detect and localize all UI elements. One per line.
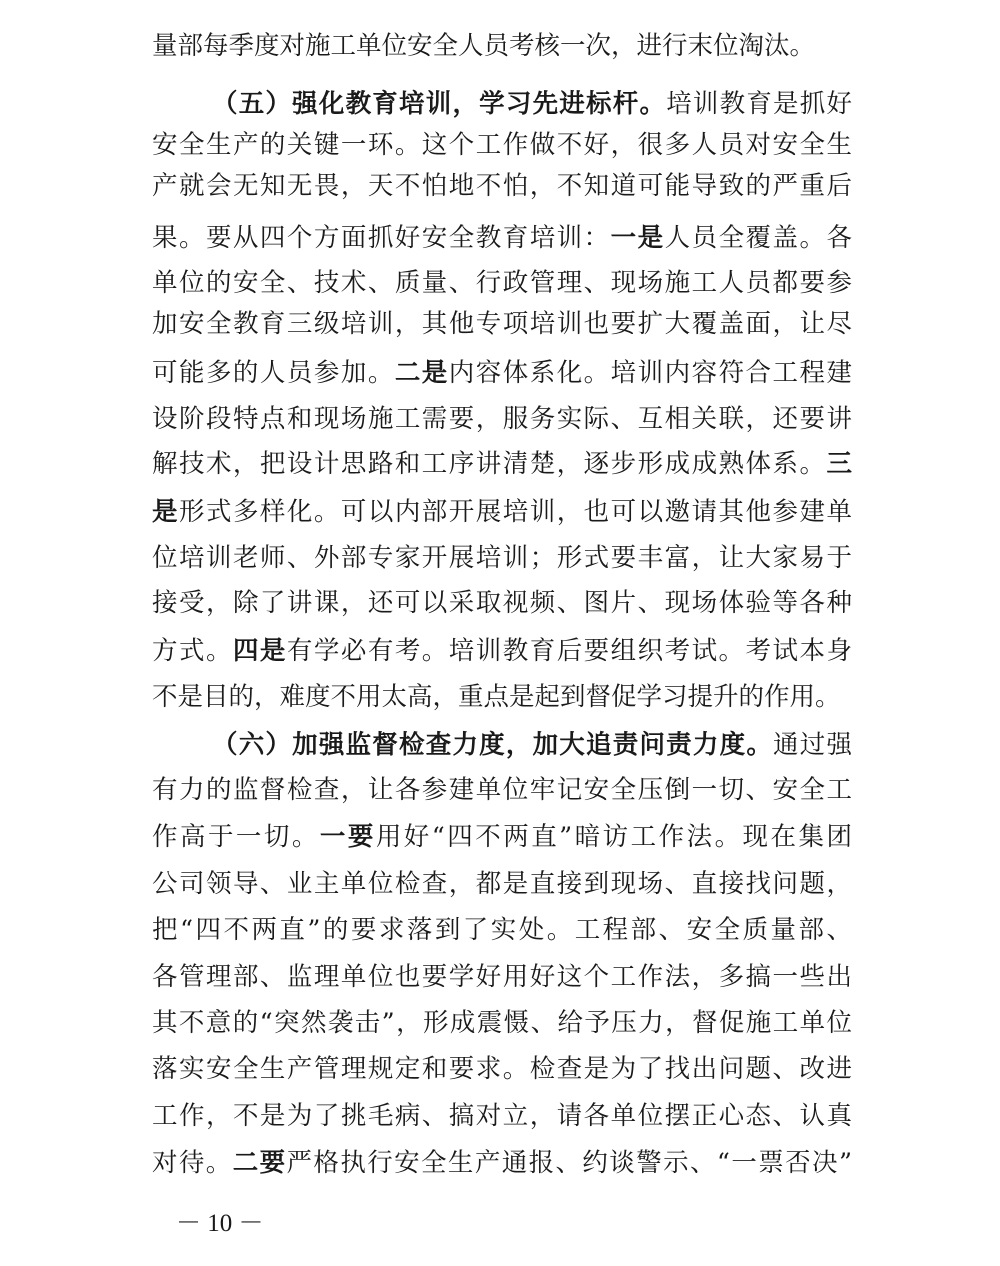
text-line xyxy=(152,633,852,669)
text-line: 单位的安全、技术、质量、行政管理、现场施工人员都要参 xyxy=(152,268,852,298)
text-line: 位培训老师、外部专家开展培训；形式要丰富，让大家易于 xyxy=(152,543,852,573)
text-line: 落实安全生产管理规定和要求。检查是为了找出问题、改进 xyxy=(152,1054,852,1084)
text-line xyxy=(152,819,852,855)
text-line: 设阶段特点和现场施工需要，服务实际、互相关联，还要讲 xyxy=(152,404,852,434)
text-line: 加安全教育三级培训，其他专项培训也要扩大覆盖面，让尽 xyxy=(152,309,852,339)
text-span: 果。要从四个方面抓好安全教育培训： xyxy=(152,223,611,253)
text-span: 通过强 xyxy=(773,730,852,760)
text-span: 用好“四不两直”暗访工作法。现在集团 xyxy=(375,822,852,852)
section-heading: （五）强化教育培训，学习先进标杆。 xyxy=(212,89,667,119)
keyword-bold: 四是 xyxy=(232,636,287,666)
text-span: 培训教育是抓好 xyxy=(666,89,852,119)
keyword-bold: 三 xyxy=(826,449,852,479)
text-line: 接受，除了讲课，还可以采取视频、图片、现场体验等各种 xyxy=(152,588,852,618)
keyword-bold: 二是 xyxy=(394,358,449,388)
text-span: 作高于一切。 xyxy=(152,822,320,852)
text-span: 严格执行安全生产通报、约谈警示、“一票否决” xyxy=(286,1148,852,1178)
text-span: 形式多样化。可以内部开展培训，也可以邀请其他参建单 xyxy=(178,497,852,527)
page-number: － 10 － xyxy=(176,1210,264,1237)
keyword-bold: 一是 xyxy=(610,223,665,253)
section-6-heading-line xyxy=(212,727,852,763)
keyword-bold: 是 xyxy=(152,497,179,527)
section-heading: （六）加强监督检查力度，加大追责问责力度。 xyxy=(212,730,774,760)
text-span: 内容体系化。培训内容符合工程建 xyxy=(448,358,852,388)
text-line: 把“四不两直”的要求落到了实处。工程部、安全质量部、 xyxy=(152,915,852,945)
text-span: 可能多的人员参加。 xyxy=(152,358,395,388)
text-span: 方式。 xyxy=(152,636,233,666)
section-5-heading-line xyxy=(212,86,852,122)
text-span: 人员全覆盖。各 xyxy=(664,223,852,253)
text-line: 不是目的，难度不用太高，重点是起到督促学习提升的作用。 xyxy=(152,682,841,712)
keyword-bold: 二要 xyxy=(232,1148,287,1178)
text-line xyxy=(152,1145,852,1181)
text-line xyxy=(152,355,852,391)
text-line: 产就会无知无畏，天不怕地不怕，不知道可能导致的严重后 xyxy=(152,171,852,201)
text-line: 安全生产的关键一环。这个工作做不好，很多人员对安全生 xyxy=(152,130,852,160)
text-line xyxy=(152,220,852,256)
text-line: 有力的监督检查，让各参建单位牢记安全压倒一切、安全工 xyxy=(152,775,852,805)
text-line: 工作，不是为了挑毛病、搞对立，请各单位摆正心态、认真 xyxy=(152,1101,852,1131)
text-line: 各管理部、监理单位也要学好用好这个工作法，多搞一些出 xyxy=(152,962,852,992)
text-line xyxy=(152,494,852,530)
text-line: 量部每季度对施工单位安全人员考核一次，进行末位淘汰。 xyxy=(152,31,816,61)
text-span: 解技术，把设计思路和工序讲清楚，逐步形成成熟体系。 xyxy=(152,449,827,479)
text-line xyxy=(152,446,852,482)
text-line: 公司领导、业主单位检查，都是直接到现场、直接找问题， xyxy=(152,869,852,899)
text-span: 对待。 xyxy=(152,1148,233,1178)
text-line: 其不意的“突然袭击”，形成震慑、给予压力，督促施工单位 xyxy=(152,1008,852,1038)
text-span: 有学必有考。培训教育后要组织考试。考试本身 xyxy=(286,636,852,666)
keyword-bold: 一要 xyxy=(319,822,376,852)
